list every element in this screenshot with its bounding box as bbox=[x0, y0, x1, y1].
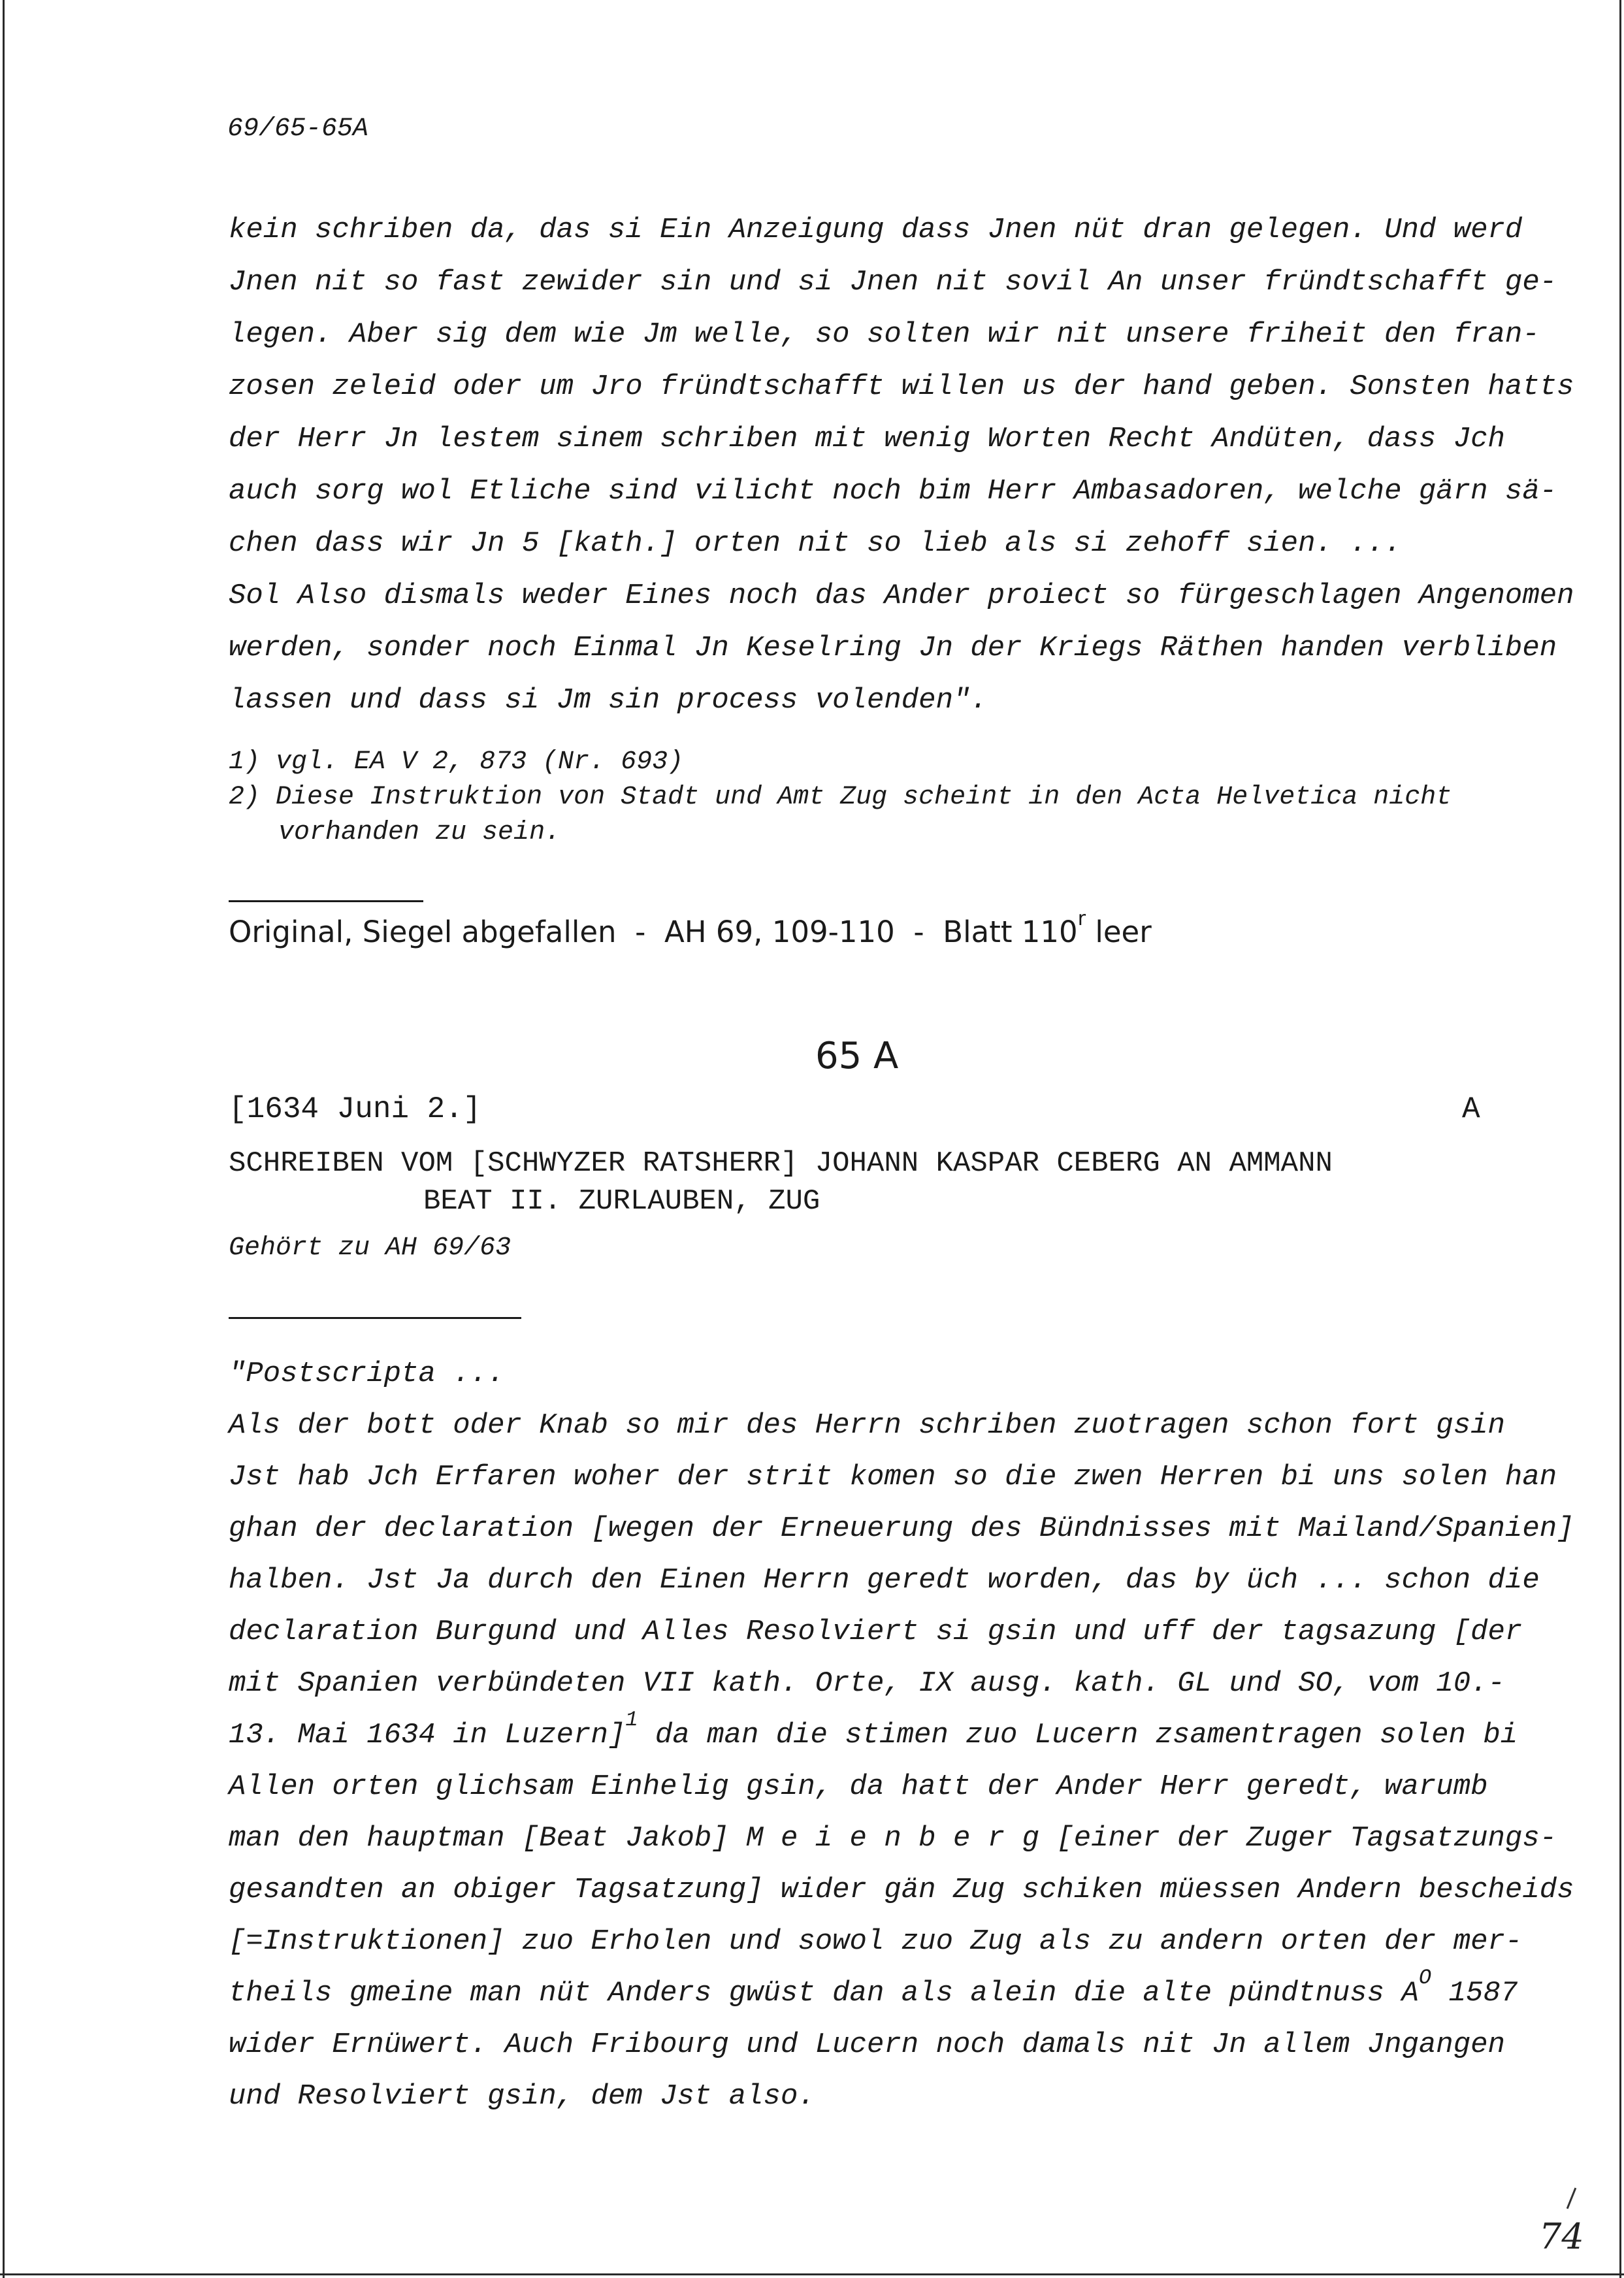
line-part: 1587 bbox=[1431, 1977, 1518, 2010]
text-line: wider Ernüwert. Auch Fribourg und Lucern noch damals nit Jn allem Jngangen bbox=[229, 2028, 1505, 2061]
text-line: man den hauptman [Beat Jakob] M e i e n b e r g [einer der Zuger Tagsatzungs- bbox=[229, 1822, 1557, 1855]
text-line: [=Instruktionen] zuo Erholen und sowol zuo Zug als zu andern orten der mer- bbox=[229, 1925, 1523, 1958]
text-line: Sol Also dismals weder Eines noch das Ander proiect so fürgeschlagen Angenomen bbox=[229, 579, 1574, 612]
scan-border-bottom bbox=[0, 2273, 1624, 2275]
document-letter: A bbox=[1462, 1092, 1480, 1126]
anno-superscript: O bbox=[1418, 1966, 1432, 1990]
original-source-note bbox=[229, 907, 1152, 949]
divider-rule bbox=[229, 900, 423, 902]
handwritten-page-number: 74 bbox=[1539, 2216, 1584, 2257]
text-line: und Resolviert gsin, dem Jst also. bbox=[229, 2080, 815, 2113]
divider-rule bbox=[229, 1317, 521, 1319]
document-heading bbox=[229, 1145, 1333, 1220]
text-line: chen dass wir Jn 5 [kath.] orten nit so lieb als si zehoff sien. ... bbox=[229, 527, 1402, 560]
original-note-superscript: r bbox=[1077, 907, 1086, 930]
text-line: ghan der declaration [wegen der Erneuerung des Bündnisses mit Mailand/Spanien] bbox=[229, 1512, 1574, 1545]
footnote-2: 2) Diese Instruktion von Stadt und Amt Zug scheint in den Acta Helvetica nicht bbox=[229, 783, 1452, 812]
text-line: lassen und dass si Jm sin process volenden". bbox=[229, 684, 988, 717]
footnote-2-continued: vorhanden zu sein. bbox=[278, 818, 561, 847]
document-id: 69/65-65A bbox=[227, 114, 369, 144]
text-line: werden, sonder noch Einmal Jn Keselring Jn der Kriegs Räthen handen verbliben bbox=[229, 632, 1557, 664]
heading-line-1: SCHREIBEN VOM [SCHWYZER RATSHERR] JOHANN KASPAR CEBERG AN AMMANN bbox=[229, 1147, 1333, 1180]
text-line: der Herr Jn lestem sinem schriben mit wenig Worten Recht Andüten, dass Jch bbox=[229, 423, 1505, 455]
document-number: 65 A bbox=[815, 1035, 899, 1077]
text-line: Allen orten glichsam Einhelig gsin, da hatt der Ander Herr geredt, warumb bbox=[229, 1770, 1488, 1803]
footnotes bbox=[229, 745, 1535, 851]
scan-border-left bbox=[3, 0, 5, 2278]
text-line: mit Spanien verbündeten VII kath. Orte, IX ausg. kath. GL und SO, vom 10.- bbox=[229, 1667, 1505, 1700]
text-line: legen. Aber sig dem wie Jm welle, so solten wir nit unsere friheit den fran- bbox=[229, 318, 1540, 351]
heading-line-2: BEAT II. ZURLAUBEN, ZUG bbox=[423, 1185, 820, 1218]
body-text-block bbox=[229, 1348, 1574, 2123]
line-part: theils gmeine man nüt Anders gwüst dan als alein die alte pündtnuss A bbox=[229, 1977, 1419, 2010]
document-date: [1634 Juni 2.] bbox=[229, 1092, 481, 1126]
text-line: halben. Jst Ja durch den Einen Herrn geredt worden, das by üch ... schon die bbox=[229, 1564, 1540, 1597]
text-line-with-footnote bbox=[229, 1710, 1535, 1761]
text-line: Als der bott oder Knab so mir des Herrn schriben zuotragen schon fort gsin bbox=[229, 1409, 1505, 1442]
text-line: declaration Burgund und Alles Resolviert si gsin und uff der tagsazung [der bbox=[229, 1616, 1523, 1648]
belongs-to-note: Gehört zu AH 69/63 bbox=[229, 1233, 512, 1263]
original-note-after: leer bbox=[1086, 915, 1152, 949]
text-line: Jst hab Jch Erfaren woher der strit komen so die zwen Herren bi uns solen han bbox=[229, 1461, 1557, 1493]
text-line: "Postscripta ... bbox=[229, 1358, 505, 1390]
original-note-text: Original, Siegel abgefallen - AH 69, 109-110 - Blatt 110 bbox=[229, 915, 1078, 949]
text-line: Jnen nit so fast zewider sin und si Jnen nit sovil An unser fründtschafft ge- bbox=[229, 266, 1557, 299]
text-line: gesandten an obiger Tagsatzung] wider gän Zug schiken müessen Andern bescheids bbox=[229, 1874, 1574, 1906]
top-text-block bbox=[229, 204, 1574, 726]
line-part: 13. Mai 1634 in Luzern] bbox=[229, 1719, 626, 1751]
footnote-marker: 1 bbox=[625, 1708, 638, 1732]
line-part: da man die stimen zuo Lucern zsamentragen solen bi bbox=[638, 1719, 1518, 1751]
scan-border-right bbox=[1619, 0, 1621, 2278]
text-line-with-superscript bbox=[229, 1968, 1535, 2019]
handwritten-tick-mark bbox=[1567, 2188, 1577, 2209]
text-line: kein schriben da, das si Ein Anzeigung dass Jnen nüt dran gelegen. Und werd bbox=[229, 214, 1523, 246]
footnote-1: 1) vgl. EA V 2, 873 (Nr. 693) bbox=[229, 747, 684, 777]
text-line: auch sorg wol Etliche sind vilicht noch bim Herr Ambasadoren, welche gärn sä- bbox=[229, 475, 1557, 508]
text-line: zosen zeleid oder um Jro fründtschafft willen us der hand geben. Sonsten hatts bbox=[229, 370, 1574, 403]
